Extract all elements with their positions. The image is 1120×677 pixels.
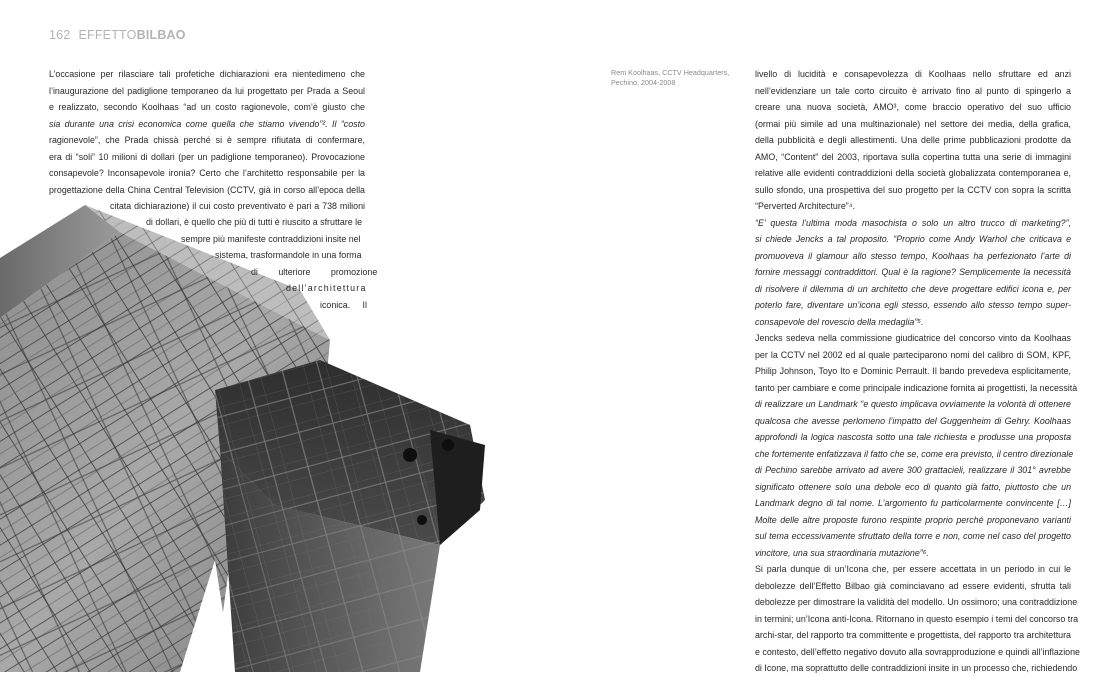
- right-line-3: creare una nuova società, AMO³, come braccio operativo del suo ufficio: [755, 102, 1071, 112]
- left-line-15: iconica. Il: [320, 300, 367, 310]
- photo-caption: [611, 68, 731, 88]
- left-line-10: di dollari, è quello che più di tutti è riuscito a sfruttare le: [146, 217, 363, 227]
- right-line-1: livello di lucidità e consapevolezza di Koolhaas nello sfruttare ed anzi: [755, 69, 1071, 79]
- right-line-2: nell’evidenziare un tale corto circuito è arrivato fino al punto di spingerlo a: [755, 85, 1071, 96]
- left-line-11: sempre più manifeste contraddizioni insite nel: [181, 234, 361, 244]
- right-line-21: di realizzare un Landmark “e questo implicava ovviamente la volontà di ottenere: [755, 399, 1071, 409]
- right-line-6: AMO, “Content” del 2003, riportava sulla copertina tutta una serie di immagini: [755, 151, 1071, 162]
- right-column-text: [755, 66, 1080, 677]
- left-line-13: di ulteriore promozione: [251, 267, 378, 277]
- left-line-9: citata dichiarazione) il cui costo preventivato è pari a 738 milioni: [110, 201, 365, 211]
- header-title-bold: BILBAO: [136, 28, 186, 42]
- right-line-24: che fortemente enfatizzava il fatto che se, come era previsto, il centro direzionale: [755, 448, 1074, 459]
- right-line-15: poterlo fare, diventare un’icona egli stesso, essendo allo stesso tempo super-: [755, 300, 1071, 310]
- left-line-1: L’occasione per rilasciare tali profetiche dichiarazioni era nientedimeno che: [49, 69, 365, 79]
- header-title-light: EFFETTO: [78, 28, 137, 42]
- right-line-10: “E’ questa l’ultima moda masochista o solo un altro trucco di marketing?”,: [755, 217, 1071, 228]
- left-line-6: era di “soli” 10 milioni di dollari (per un padiglione temporaneo). Provocazione: [49, 151, 365, 162]
- right-line-26: significato ottenere solo una debole eco di quanto già fatto, piuttosto che un: [755, 481, 1071, 492]
- right-line-30: vincitore, una sua straordinaria mutazione”⁶.: [755, 547, 929, 558]
- left-line-14: dell’architettura: [286, 283, 367, 293]
- right-line-20: tanto per cambiare e come principale indicazione fornita ai progettisti, la necessità: [755, 382, 1078, 393]
- left-line-3: e realizzato, secondo Koolhaas “ad un costo ragionevole, com’è giusto che: [49, 102, 365, 112]
- caption-line-2: Pechino, 2004-2008: [611, 77, 676, 87]
- right-line-35: archi-star, del rapporto tra committente e progettista, del rapporto tra architettura: [755, 630, 1071, 640]
- right-line-22: qualcosa che avesse perlomeno l’impatto del Guggenheim di Gehry. Koolhaas: [755, 415, 1071, 426]
- right-line-8: sullo sfondo, una prospettiva del suo progetto per la CCTV con sopra la scritta: [755, 184, 1071, 195]
- left-line-4: sia durante una crisi economica come quella che stiamo vivendo”². Il “costo: [49, 118, 365, 129]
- right-line-19: Philip Johnson, Toyo Ito e Dominic Perrault. Il bando prevedeva esplicitamente,: [755, 366, 1071, 376]
- left-line-12: sistema, trasformandole in una forma: [215, 250, 362, 260]
- right-line-18: per la CCTV nel 2002 ed al quale parteciparono nomi del calibro di SOM, KPF,: [755, 349, 1071, 360]
- right-line-7: relative alle evidenti contraddizioni della società globalizzata contemporanea e,: [755, 168, 1071, 178]
- right-line-33: debolezze per dimostrare la validità del modello. Un ossimoro; una contraddizione: [755, 597, 1078, 607]
- right-line-37: di Icone, ma soprattutto delle contraddizioni insite in un processo che, richiedendo: [755, 663, 1078, 673]
- right-line-36: e contesto, dell’effetto negativo dovuto alla sovrapproduzione e quindi all’inflazione: [755, 646, 1080, 657]
- left-line-5: ragionevole”, che Prada chissà perché si è sempre rifiutata di confermare,: [49, 135, 365, 145]
- right-line-31: Si parla dunque di un’Icona che, per essere accettata in un periodo in cui le: [755, 564, 1071, 574]
- left-line-2: l’inaugurazione del padiglione temporaneo da lui progettato per Prada a Seoul: [49, 85, 365, 96]
- right-line-29: sul tema eccessivamente sfruttato della torre e non, come nel caso del progetto: [755, 531, 1071, 541]
- right-line-9: “Perverted Architecture”⁴.: [755, 201, 855, 211]
- right-line-23: approfondì la logica nascosta sotto una tale richiesta e produsse una proposta: [755, 432, 1071, 442]
- right-line-34: in termini; un’Icona anti-Icona. Ritornano in questo esempio i temi del concorso tra: [755, 613, 1079, 624]
- right-line-27: Landmark degno di tal nome. L’argomento fu particolarmente convincente […]: [755, 498, 1071, 508]
- right-line-17: Jencks sedeva nella commissione giudicatrice del concorso vinto da Koolhaas: [755, 333, 1071, 343]
- left-line-7: consapevole? Inconsapevole ironia? Certo che l’architetto responsabile per la: [49, 168, 365, 178]
- right-line-5: della pubblicità e degli allestimenti. Una delle prime pubblicazioni prodotte da: [755, 135, 1071, 145]
- caption-line-1: Rem Koolhaas, CCTV Headquarters,: [611, 68, 730, 77]
- right-line-32: debolezze dell’Effetto Bilbao già cominciavano ad essere evidenti, sfrutta tali: [755, 580, 1071, 591]
- left-column-text: [49, 66, 365, 198]
- right-line-12: promuoveva il glamour allo stesso tempo, Koolhaas ha perfezionato l’arte di: [755, 250, 1071, 261]
- right-line-11: si chiede Jencks a tal proposito. “Proprio come Andy Warhol che criticava e: [755, 234, 1071, 244]
- right-line-16: consapevole del rovescio della medaglia”⁵.: [755, 316, 924, 327]
- right-line-13: fornire messaggi contraddittori. Qual è la ragione? Semplicemente la necessità: [755, 267, 1071, 277]
- page-number: 162: [49, 28, 71, 42]
- right-line-25: di Pechino sarebbe arrivato ad avere 300 grattacieli, realizzare il 301° avrebbe: [755, 465, 1071, 475]
- right-line-14: di risolvere il dilemma di un architetto che deve progettare edifici icona e, per: [755, 283, 1071, 294]
- right-line-4: (ormai più simile ad una multinazionale) nel settore dei media, della grafica,: [755, 118, 1071, 129]
- right-line-28: Molte delle altre proposte furono respinte proprio perché proponevano varianti: [755, 514, 1071, 525]
- left-line-8: progettazione della China Central Television (CCTV, già in corso all’epoca della: [49, 184, 365, 195]
